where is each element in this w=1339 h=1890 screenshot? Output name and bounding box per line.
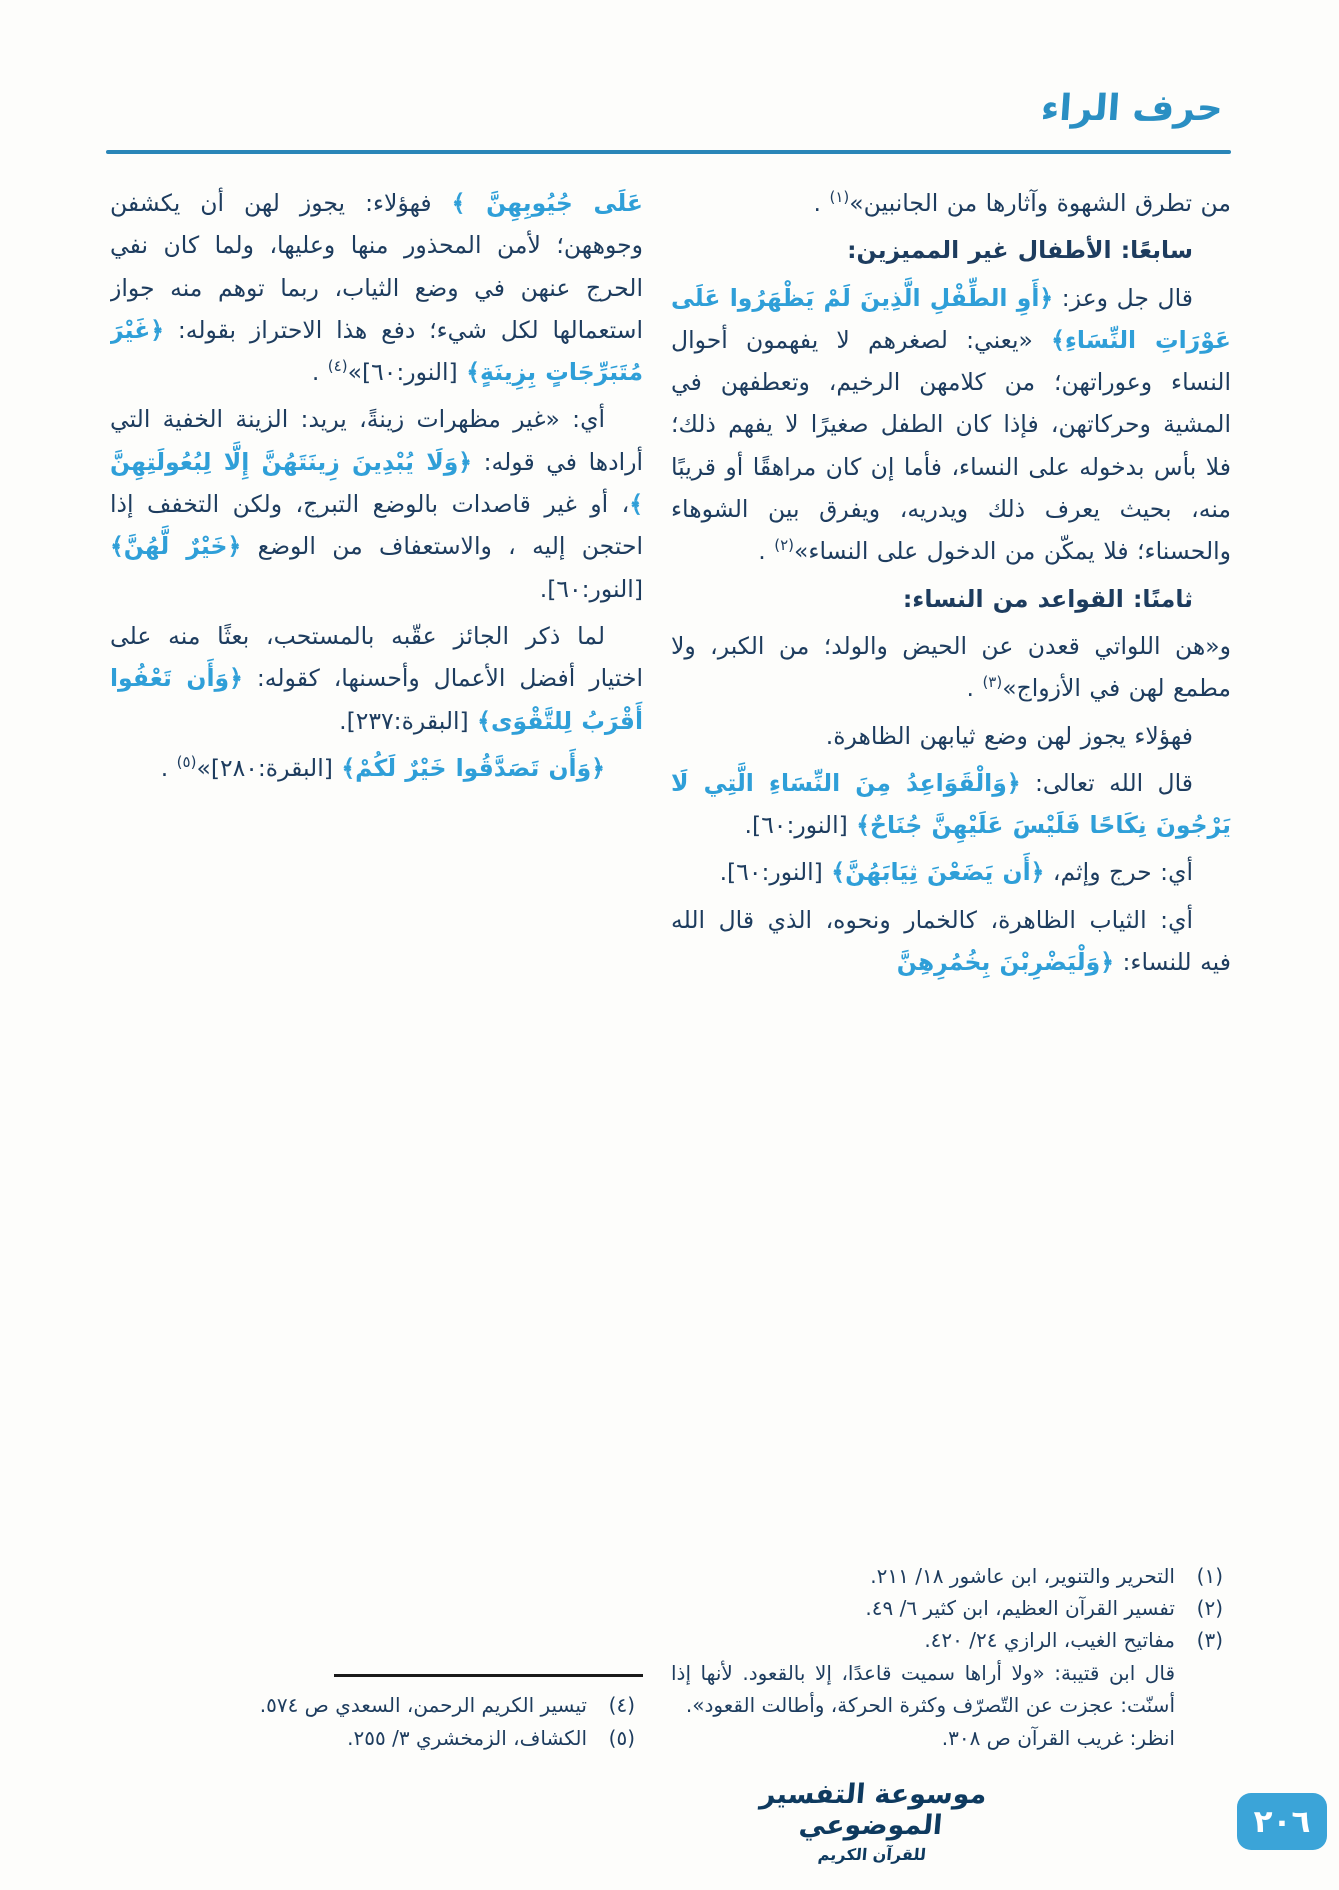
- paragraph: [671, 277, 1231, 573]
- footnote-number: (٢): [1196, 1596, 1223, 1621]
- paragraph: [110, 615, 643, 742]
- footnote-number: (٤): [608, 1693, 635, 1718]
- body-text: .: [160, 753, 177, 782]
- quran-verse: ﴿وَأَن تَصَدَّقُوا خَيْرٌ لَكُمْ﴾: [341, 753, 605, 782]
- footnote-marker: (١): [829, 188, 850, 207]
- verse-reference: [النور:٦٠].: [539, 574, 643, 603]
- body-text: أي: الثياب الظاهرة، كالخمار ونحوه، الذي قال الله فيه للنساء:: [671, 905, 1231, 977]
- right-column: [671, 182, 1231, 1754]
- section-heading: [671, 578, 1231, 620]
- body-text: أي: حرج وإثم،: [1044, 858, 1193, 887]
- footnote: (٥) الكشاف، الزمخشري ٣/ ٢٥٥.: [110, 1722, 643, 1754]
- footnote: (٤) تيسير الكريم الرحمن، السعدي ص ٥٧٤.: [110, 1689, 643, 1721]
- footnote-number: (١): [1196, 1563, 1223, 1588]
- verse-reference: [النور:٦٠].: [719, 858, 832, 887]
- page-number: ٢٠٦: [1253, 1803, 1311, 1840]
- body-text: فهؤلاء: يجوز لهن أن يكشفن وجوههن؛ لأمن المحذور منها وعليها، ولما كان نفي الحرج عنهن في وضع الثياب، ربما توهم منه جواز استعمالها لكل شيء؛ دفع هذا الاحتراز بقوله:: [110, 189, 643, 344]
- footnote: (١) التحرير والتنوير، ابن عاشور ١٨/ ٢١١.: [671, 1560, 1231, 1592]
- footnote: (٣) مفاتيح الغيب، الرازي ٢٤/ ٤٢٠.: [671, 1624, 1231, 1656]
- body-text: لما ذكر الجائز عقّبه بالمستحب، بعثًا منه على اختيار أفضل الأعمال وأحسنها، كقوله:: [110, 621, 643, 693]
- paragraph: [671, 715, 1231, 757]
- body-text: »: [347, 358, 362, 387]
- footnote-marker: (٤): [327, 357, 348, 376]
- body-text: »: [196, 753, 211, 782]
- body-text: و«هن اللواتي قعدن عن الحيض والولد؛ من الكبر، ولا مطمع لهن في الأزواج»: [671, 631, 1231, 703]
- verse-reference: [النور:٦٠]: [361, 358, 467, 387]
- body-text: أي: «غير مظهرات زينةً، يريد: الزينة الخفية التي أرادها في قوله:: [110, 405, 643, 476]
- paragraph: [671, 899, 1231, 984]
- paragraph: [671, 625, 1231, 710]
- header-divider: [106, 150, 1231, 154]
- footnote: قال ابن قتيبة: «ولا أراها سميت قاعدًا، إلا بالقعود. لأنها إذا أسنّت: عجزت عن التّصرّف وكثرة الحركة، وأطالت القعود».: [671, 1660, 1175, 1718]
- page-content: [110, 182, 1231, 1754]
- right-column-footnotes: [671, 1560, 1231, 1754]
- quran-verse: ﴿أَوِ الطِّفْلِ الَّذِينَ لَمْ يَظْهَرُوا عَلَى عَوْرَاتِ النِّسَاءِ﴾: [671, 283, 1231, 354]
- body-text: «يعني: لصغرهم لا يفهمون أحوال النساء وعوراتهن؛ من كلامهن الرخيم، وتعطفهن في المشية وحركاتهن، فإذا كان الطفل صغيرًا لا يفهم ذلك؛ فلا بأس بدخوله على النساء، فأما إن كان مراهقًا أو قريبًا منه، بحيث يعرف ذلك ويدريه، ويفرق بين الشوهاء والحسناء؛ فلا يمكّن من الدخول على النساء»: [671, 325, 1231, 566]
- body-text: .: [966, 674, 983, 703]
- quran-verse: ﴿وَلَا يُبْدِينَ زِينَتَهُنَّ إِلَّا لِبُعُولَتِهِنَّ ﴾: [110, 447, 643, 519]
- verse-reference: [النور:٦٠].: [744, 811, 857, 840]
- verse-reference: [البقرة:٢٣٧].: [339, 706, 478, 735]
- left-footnote-list: [110, 1689, 643, 1754]
- body-text: .: [311, 358, 328, 387]
- body-text: .: [758, 537, 775, 566]
- footnote: انظر: غريب القرآن ص ٣٠٨.: [941, 1725, 1175, 1750]
- body-text: قال جل وعز:: [1053, 283, 1193, 312]
- quran-verse: ﴿أَن يَضَعْنَ ثِيَابَهُنَّ﴾: [831, 858, 1045, 887]
- footnote-number: (٣): [1196, 1628, 1223, 1653]
- publisher-logo: [747, 1779, 997, 1864]
- paragraph: [671, 762, 1231, 847]
- footnote: (٢) تفسير القرآن العظيم، ابن كثير ٦/ ٤٩.: [671, 1592, 1231, 1624]
- body-text: من تطرق الشهوة وآثارها من الجانبين»: [849, 189, 1231, 217]
- body-text: سابعًا: الأطفال غير المميزين:: [847, 236, 1193, 265]
- paragraph: [110, 182, 643, 393]
- quran-verse: ﴿غَيْرَ مُتَبَرِّجَاتٍ بِزِينَةٍ﴾: [110, 315, 643, 387]
- section-heading: [671, 229, 1231, 271]
- footnote-marker: (٥): [176, 753, 197, 772]
- quran-verse: ﴿وَأَن تَعْفُوا أَقْرَبُ لِلتَّقْوَى﴾: [110, 664, 643, 735]
- verse-reference: [البقرة:٢٨٠]: [210, 753, 342, 782]
- footnote-divider: [334, 1674, 643, 1677]
- body-text: ، أو غير قاصدات بالوضع التبرج، ولكن التخفف إذا احتجن إليه ، والاستعفاف من الوضع: [110, 490, 643, 561]
- logo-subtitle: للقرآن الكريم: [817, 1845, 927, 1864]
- footnote-marker: (٣): [982, 673, 1003, 692]
- body-text: ثامنًا: القواعد من النساء:: [902, 584, 1193, 613]
- body-text: فهؤلاء يجوز لهن وضع ثيابهن الظاهرة.: [825, 721, 1193, 750]
- footnote-marker: (٢): [774, 536, 795, 555]
- left-column-footnotes: [110, 1674, 643, 1754]
- paragraph: [671, 182, 1231, 224]
- quran-verse: عَلَى جُيُوبِهِنَّ ﴾: [451, 189, 643, 217]
- quran-verse: ﴿وَلْيَضْرِبْنَ بِخُمُرِهِنَّ: [896, 948, 1114, 977]
- quran-verse: ﴿وَالْقَوَاعِدُ مِنَ النِّسَاءِ الَّتِي لَا يَرْجُونَ نِكَاحًا فَلَيْسَ عَلَيْهِنَّ جُنَاحٌ﴾: [671, 768, 1231, 840]
- paragraph: [110, 398, 643, 609]
- right-column-text: [671, 182, 1231, 988]
- paragraph: [671, 851, 1231, 893]
- quran-verse: ﴿خَيْرٌ لَّهُنَّ﴾: [110, 532, 242, 561]
- left-column: [110, 182, 643, 1754]
- footnote-number: (٥): [608, 1725, 635, 1750]
- paragraph: [110, 747, 643, 789]
- chapter-header: حرف الراء: [1039, 88, 1225, 129]
- body-text: قال الله تعالى:: [1020, 768, 1193, 797]
- body-text: .: [813, 189, 830, 217]
- logo-title: موسوعة التفسير الموضوعي: [758, 1779, 988, 1841]
- left-column-text: [110, 182, 643, 794]
- page-number-badge: [1237, 1793, 1327, 1850]
